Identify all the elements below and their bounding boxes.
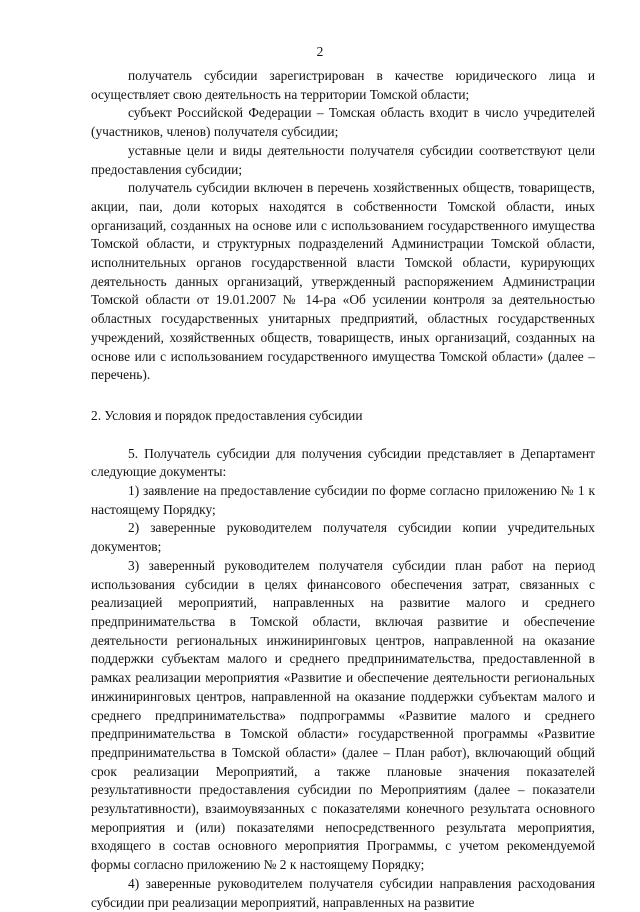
paragraph-registration: получатель субсидии зарегистрирован в качестве юридического лица и осуществляет свою деятельность на территории Томской области; <box>91 68 595 102</box>
paragraph-item-3: 3) заверенный руководителем получателя субсидии план работ на период использования субсидии в целях финансового обеспечения затрат, связанных с реализацией мероприятий, направленных на развитие малого и среднего предпринимательства в Томской области, включая развитие и обеспечение деятельности региональных инжиниринговых центров, направленной на оказание поддержки субъектам малого и среднего предпринимательства, предоставленной в рамках реализации мероприятия «Развитие и обеспечение деятельности региональных инжиниринговых центров, направленной на оказание поддержки субъектам малого и среднего предпринимательства» подпрограммы «Развитие малого и среднего предпринимательства в Томской области» государственной программы «Развитие предпринимательства в Томской области» (далее – План работ), включающий общий срок реализации Мероприятий, а также плановые значения показателей результативности предоставления субсидии по Мероприятиям (далее – показатели результативности), взаимоувязанных с показателями конечного результата основного мероприятия и (или) показателями непосредственного результата мероприятия, входящего в состав основного мероприятия Программы, с учетом рекомендуемой формы согласно приложению № 2 к настоящему Порядку; <box>91 557 595 873</box>
paragraph-list-inclusion: получатель субсидии включен в перечень хозяйственных обществ, товариществ, акции, паи, доли которых находятся в собственности Томской области, иных организаций, созданных на основе или с использованием государственного имущества Томской области, и структурных подразделений Администрации Томской области, исполнительных органов государственной власти Томской области, курирующих деятельность данных организаций, утвержденный распоряжением Администрации Томской области от 19.01.2007 № 14-ра «Об усилении контроля за деятельностью областных государственных унитарных предприятий, областных государственных учреждений, хозяйственных обществ, товариществ, иных организаций, созданных на основе или с использованием государственного имущества Томской области» (далее – перечень). <box>91 180 595 383</box>
paragraph-item-4: 4) заверенные руководителем получателя субсидии направления расходования субсидии при реализации мероприятий, направленных на развитие <box>91 875 595 910</box>
paragraph-item-2: 2) заверенные руководителем получателя субсидии копии учредительных документов; <box>91 520 595 555</box>
page-number: 2 <box>316 44 324 59</box>
section-heading: 2. Условия и порядок предоставления субсидии <box>91 407 363 423</box>
paragraph-documents-intro: 5. Получатель субсидии для получения субсидии представляет в Департамент следующие документы: <box>91 445 595 480</box>
paragraph-item-1: 1) заявление на предоставление субсидии по форме согласно приложению № 1 к настоящему Порядку; <box>91 483 595 517</box>
paragraph-founder: субъект Российской Федерации – Томская область входит в число учредителей (участников, членов) получателя субсидии; <box>91 105 595 140</box>
paragraph-statutory-goals: уставные цели и виды деятельности получателя субсидии соответствуют цели предоставления субсидии; <box>91 142 595 177</box>
document-body <box>91 67 595 912</box>
